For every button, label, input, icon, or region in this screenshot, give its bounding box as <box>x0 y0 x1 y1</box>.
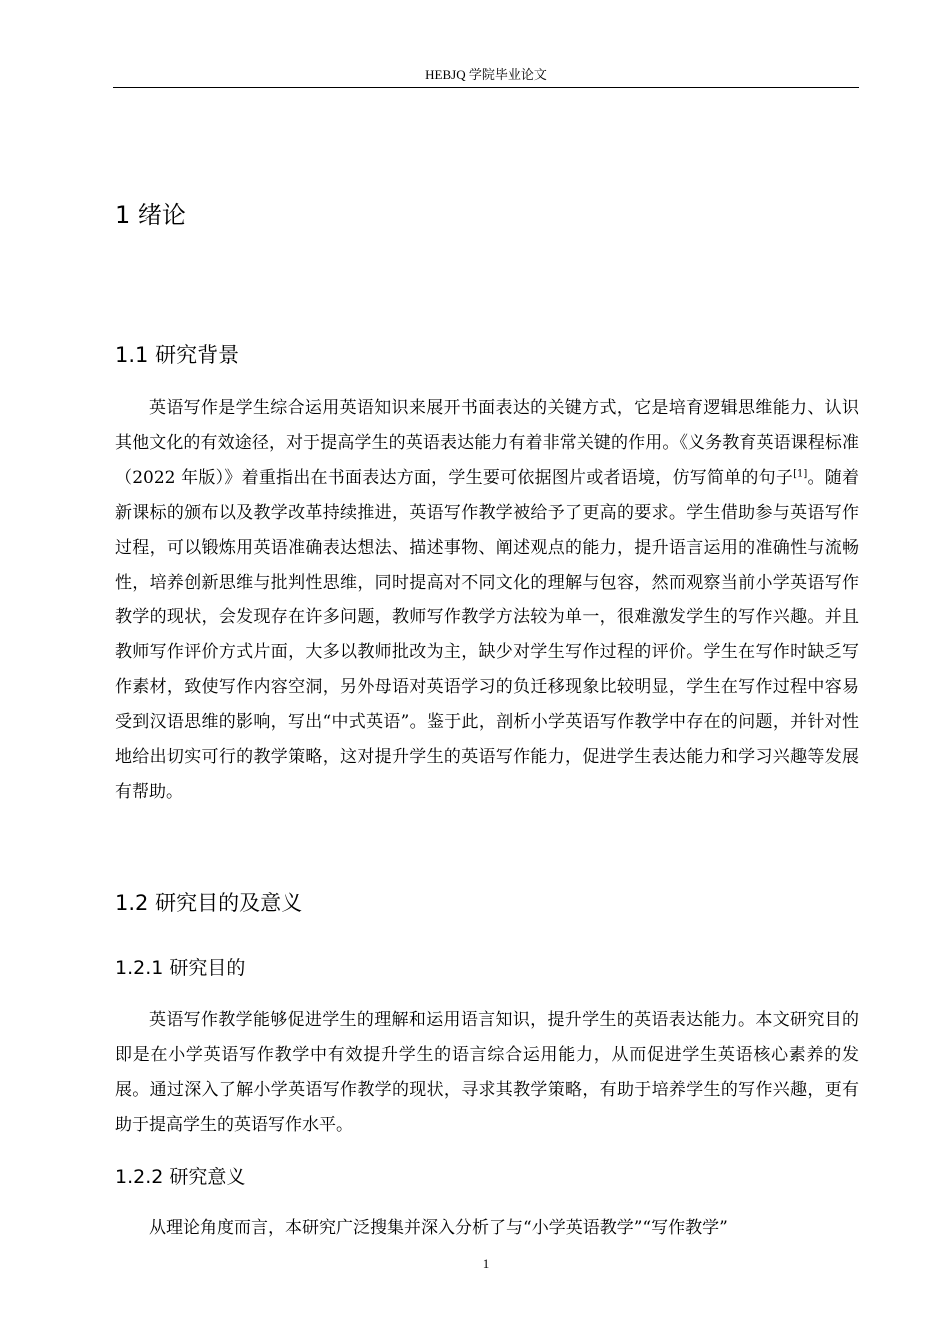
paragraph-text: 英语写作是学生综合运用英语知识来展开书面表达的关键方式，它是培育逻辑思维能力、认识其他文化的有效途径，对于提高学生的英语表达能力有着非常关键的作用。《义务教育英语课程标准（2022 年版）》着重指出在书面表达方面，学生要可依据图片或者语境，仿写简单的句子 <box>115 398 859 488</box>
subsection-title-research-purpose: 1.2.1 研究目的 <box>115 957 246 979</box>
paragraph-text: 。随着新课标的颁布以及教学改革持续推进，英语写作教学被给予了更高的要求。学生借助参与英语写作过程，可以锻炼用英语准确表达想法、描述事物、阐述观点的能力，提升语言运用的准确性与流畅性，培养创新思维与批判性思维，同时提高对不同文化的理解与包容，然而观察当前小学英语写作教学的现状，会发现存在许多问题，教师写作教学方法较为单一，很难激发学生的写作兴趣。并且教师写作评价方式片面，大多以教师批改为主，缺少对学生写作过程的评价。学生在写作时缺乏写作素材，致使写作内容空洞，另外母语对英语学习的负迁移现象比较明显，学生在写作过程中容易受到汉语思维的影响，写出“中式英语”。鉴于此，剖析小学英语写作教学中存在的问题，并针对性地给出切实可行的教学策略，这对提升学生的英语写作能力，促进学生表达能力和学习兴趣等发展有帮助。 <box>115 467 860 802</box>
paragraph-research-purpose: 英语写作教学能够促进学生的理解和运用语言知识，提升学生的英语表达能力。本文研究目的即是在小学英语写作教学中有效提升学生的语言综合运用能力，从而促进学生英语核心素养的发展。通过深入了解小学英语写作教学的现状，寻求其教学策略，有助于培养学生的写作兴趣，更有助于提高学生的英语写作水平。 <box>115 1010 859 1135</box>
header-divider <box>113 87 859 88</box>
page-number: 1 <box>482 1256 490 1271</box>
paragraph-research-significance: 从理论角度而言，本研究广泛搜集并深入分析了与“小学英语教学”“写作教学” <box>149 1218 728 1238</box>
citation-ref[interactable]: [1] <box>793 468 808 480</box>
section-title-purpose-significance: 1.2 研究目的及意义 <box>115 891 303 915</box>
section-title-research-background: 1.1 研究背景 <box>115 343 240 367</box>
subsection-title-research-significance: 1.2.2 研究意义 <box>115 1166 246 1188</box>
chapter-title: 1 绪论 <box>115 201 186 229</box>
paragraph-research-background <box>115 391 859 810</box>
running-header: HEBJQ 学院毕业论文 <box>425 67 547 82</box>
